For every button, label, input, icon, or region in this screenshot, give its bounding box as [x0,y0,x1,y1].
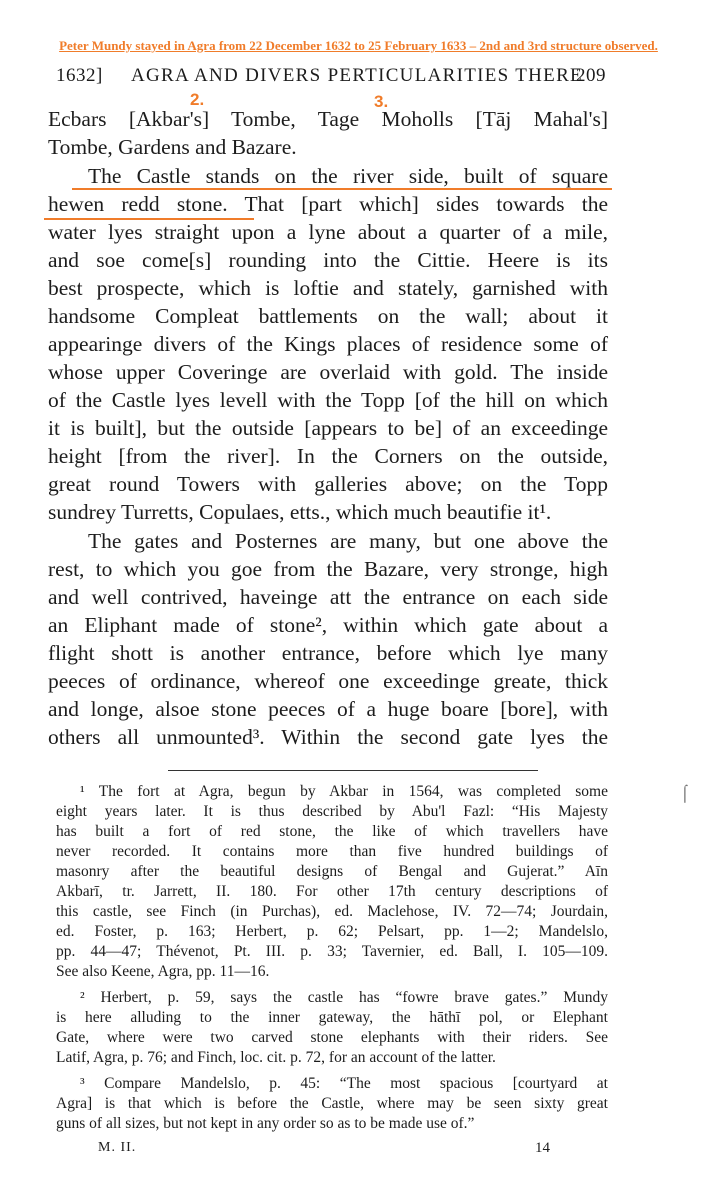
footnote-line: ³ Compare Mandelslo, p. 45: “The most spacious [courtyard at [80,1075,608,1092]
footnote-line: pp. 44—47; Thévenot, Pt. III. p. 33; Tavernier, ed. Ball, I. 105—109. [56,943,608,960]
margin-mark: ⌠ [680,785,690,802]
body-line: great round Towers with galleries above; on the Topp [48,472,608,496]
body-line: and longe, alsoe stone peeces of a huge boare [bore], with [48,697,608,721]
footnote-line: eight years later. It is thus described by Abu'l Fazl: “His Majesty [56,803,608,820]
header-title: AGRA AND DIVERS PERTICULARITIES THERE [131,65,583,86]
body-line: appearinge divers of the Kings places of residence some of [48,332,608,356]
footnote-line: Akbarī, tr. Jarrett, II. 180. For other 17th century descriptions of [56,883,608,900]
body-line: it is built], but the outside [appears to be] of an exceedinge [48,416,608,440]
footnote-line: guns of all sizes, but not kept in any order so as to be made use of.” [56,1115,475,1132]
footnote-line: Agra] is that which is before the Castle, where may be seen sixty great [56,1095,608,1112]
marker-2: 2. [190,90,205,109]
body-line: and well contrived, haveinge att the entrance on each side [48,585,608,609]
highlight-underline-2 [44,218,254,220]
body-line: The gates and Posternes are many, but one above the [88,529,608,553]
page-number: 209 [576,65,606,86]
header-year: 1632] [56,65,103,86]
body-line: best prospecte, which is loftie and stately, garnished with [48,276,608,300]
body-line: of the Castle lyes levell with the Topp [of the hill on which [48,388,608,412]
footnote-line: Gate, where were two carved stone elephants with their riders. See [56,1029,608,1046]
body-line: whose upper Coveringe are overlaid with gold. The inside [48,360,608,384]
body-line: and soe come[s] rounding into the Cittie. Heere is its [48,248,608,272]
body-line: Tombe, Gardens and Bazare. [48,135,297,159]
body-line: others all unmounted³. Within the second gate lyes the [48,725,608,749]
body-line: sundrey Turretts, Copulaes, etts., which much beautifie it¹. [48,500,552,524]
footnote-line: is here alluding to the inner gateway, the hāthī pol, or Elephant [56,1009,608,1026]
body-line: handsome Compleat battlements on the wall; about it [48,304,608,328]
footnote-line: ¹ The fort at Agra, begun by Akbar in 1564, was completed some [80,783,608,800]
body-line: Ecbars [Akbar's] Tombe, Tage Moholls [Tāj Mahal's] [48,107,608,131]
annotation-note: Peter Mundy stayed in Agra from 22 December 1632 to 25 February 1633 – 2nd and 3rd structure observed. [59,38,658,53]
body-line: height [from the river]. In the Corners on the outside, [48,444,608,468]
body-line: rest, to which you goe from the Bazare, very stronge, high [48,557,608,581]
footnote-line: never recorded. It contains more than five hundred buildings of [56,843,608,860]
footnote-line: this castle, see Finch (in Purchas), ed. Maclehose, IV. 72—74; Jourdain, [56,903,608,920]
body-line: water lyes straight upon a lyne about a quarter of a mile, [48,220,608,244]
sheet-number: 14 [535,1140,550,1156]
footnote-line: Latif, Agra, p. 76; and Finch, loc. cit. p. 72, for an account of the latter. [56,1049,496,1066]
body-line: peeces of ordinance, whereof one exceedinge greate, thick [48,669,608,693]
footnote-line: ed. Foster, p. 163; Herbert, p. 62; Pelsart, pp. 1—2; Mandelslo, [56,923,608,940]
footnote-line: ² Herbert, p. 59, says the castle has “fowre brave gates.” Mundy [80,989,608,1006]
signature-mark: M. II. [98,1140,137,1155]
marker-3: 3. [374,92,389,111]
highlight-underline-1 [72,188,612,190]
body-line: hewen redd stone. That [part which] sides towards the [48,192,608,216]
footnote-rule [168,770,538,771]
footnote-line: See also Keene, Agra, pp. 11—16. [56,963,270,980]
footnote-line: has built a fort of red stone, the like of which travellers have [56,823,608,840]
body-line: The Castle stands on the river side, built of square [88,164,608,188]
body-line: flight shott is another entrance, before which lye many [48,641,608,665]
footnote-line: masonry after the beautiful designs of Bengal and Gujerat.” Aīn [56,863,608,880]
body-line: an Eliphant made of stone², within which gate about a [48,613,608,637]
